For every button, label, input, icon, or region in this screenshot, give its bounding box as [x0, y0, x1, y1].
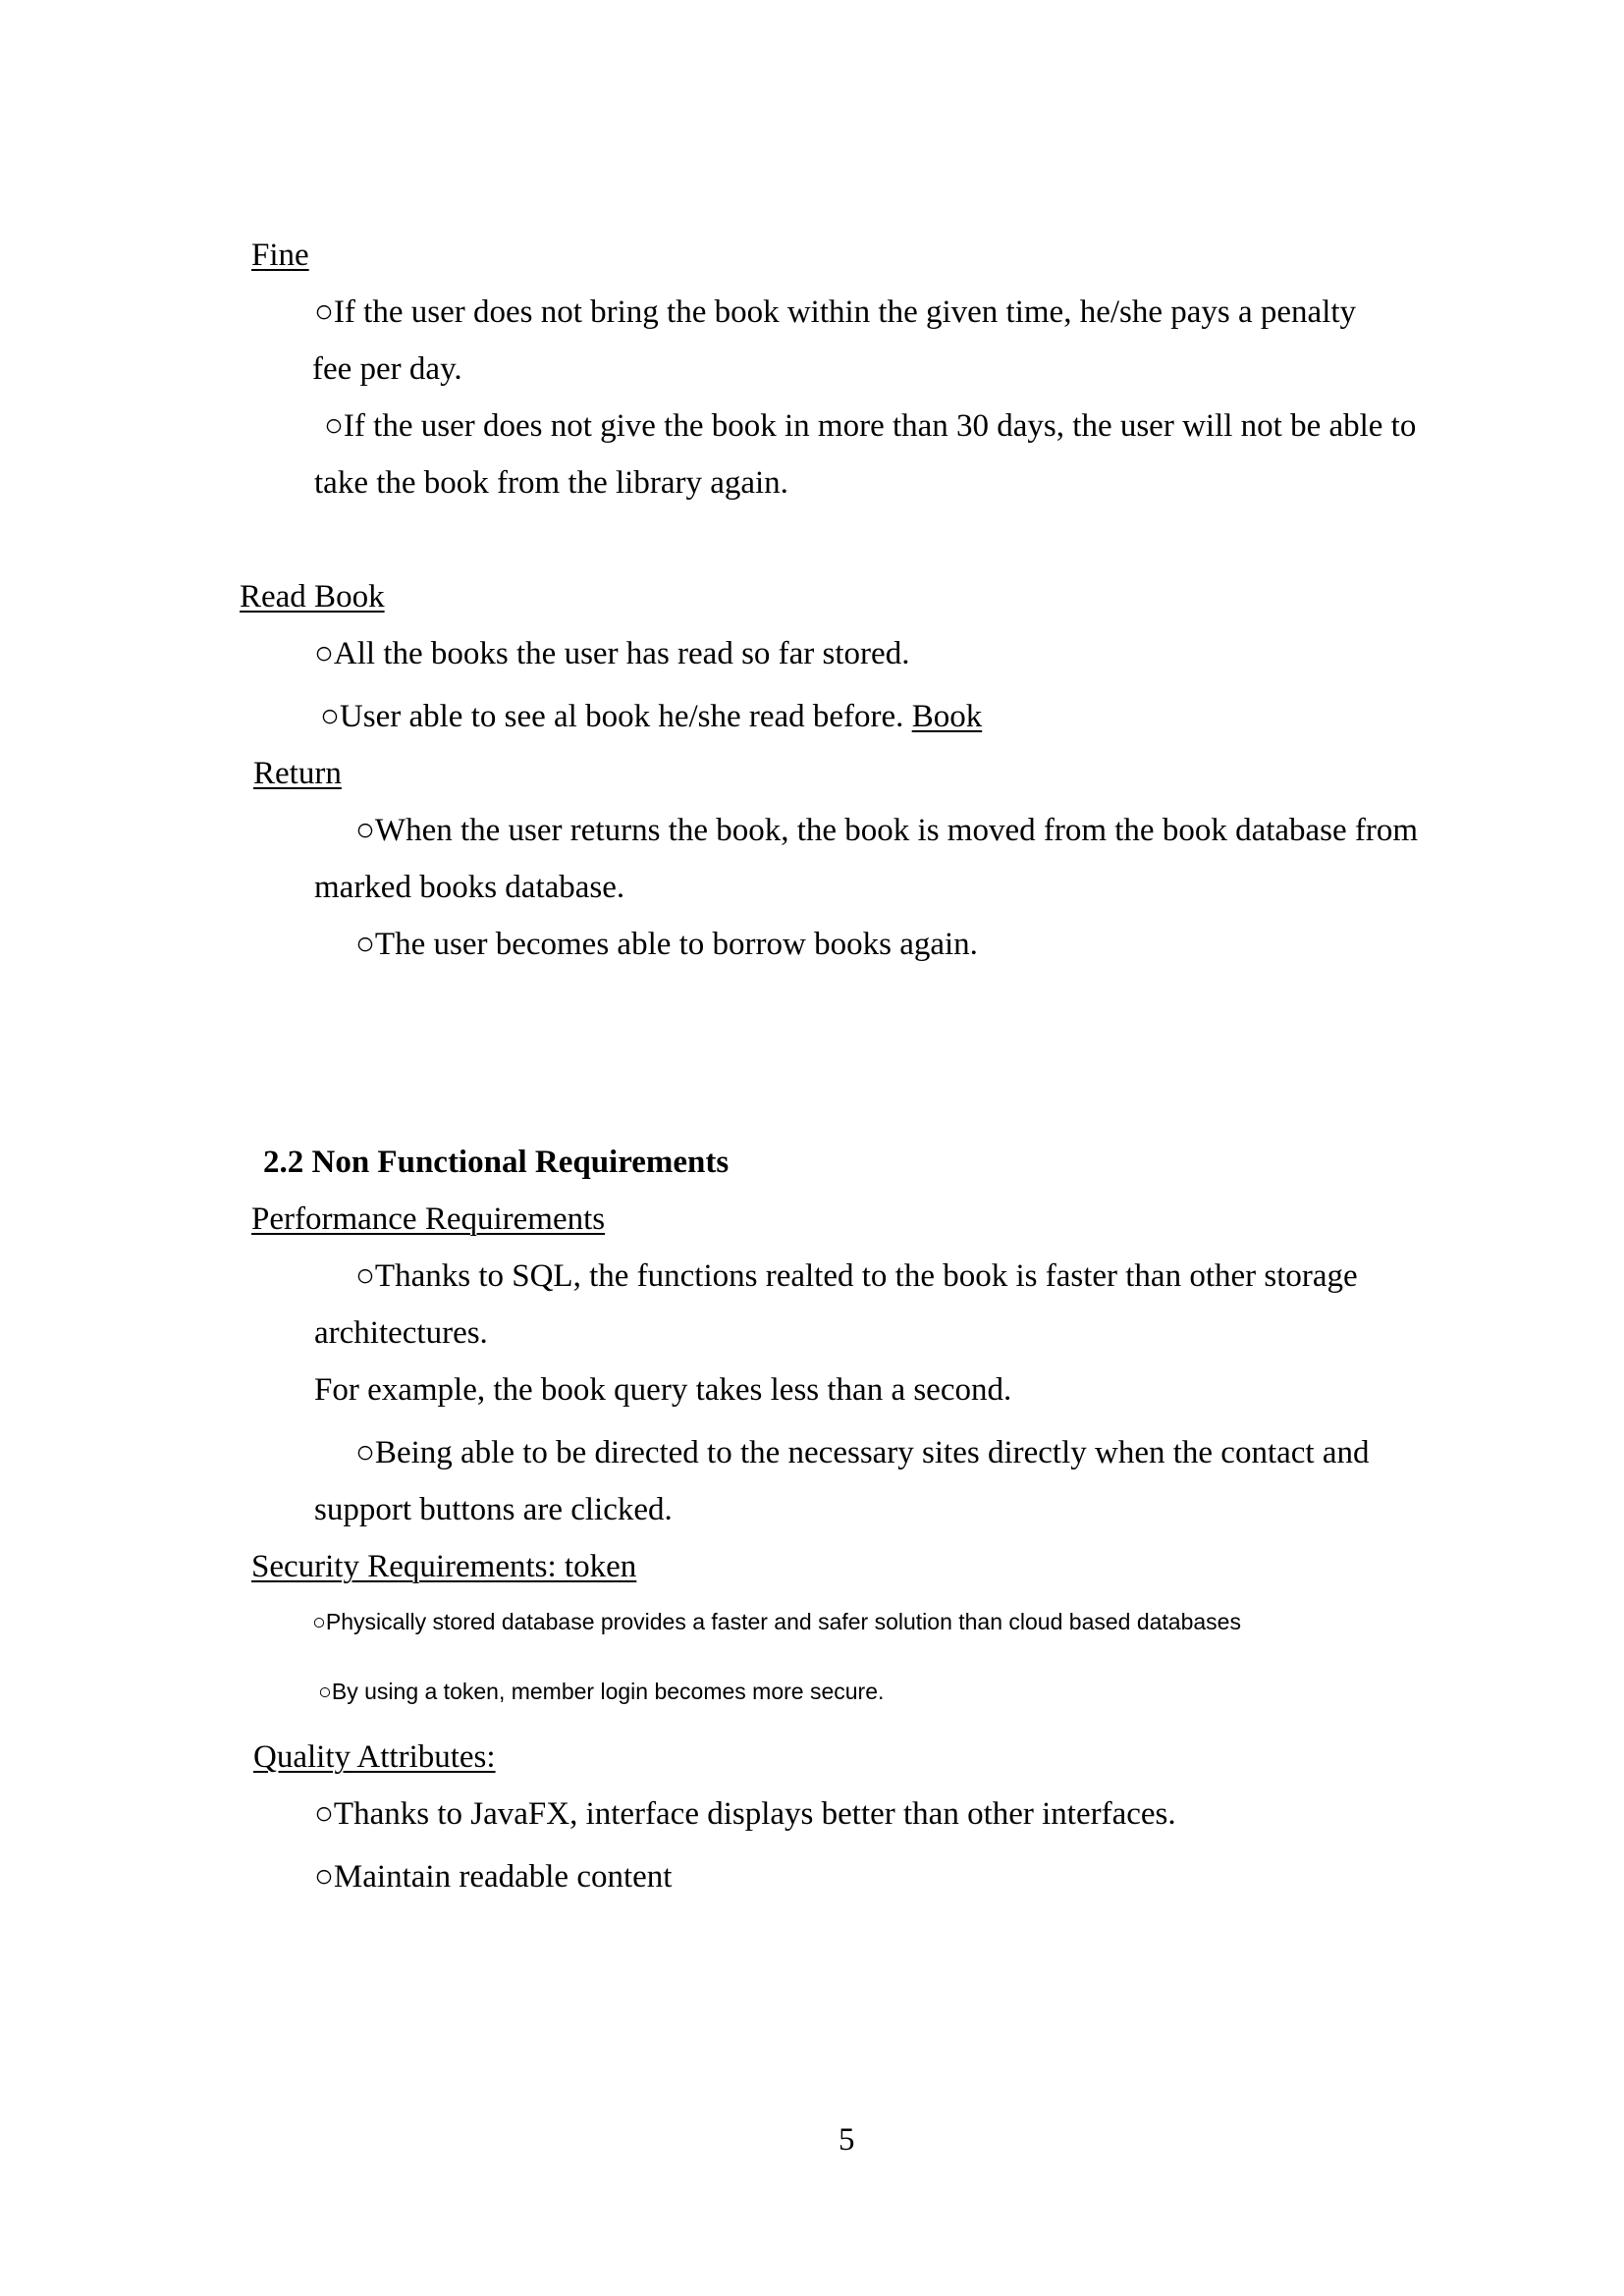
- performance-paragraph-1-line-2: architectures.: [314, 1315, 488, 1351]
- quality-paragraph-1: ○Thanks to JavaFX, interface displays better than other interfaces.: [314, 1796, 1176, 1832]
- read-book-paragraph-1: ○All the books the user has read so far stored.: [314, 636, 910, 671]
- quality-paragraph-2: ○Maintain readable content: [314, 1859, 673, 1895]
- read-book-heading: Read Book: [240, 579, 385, 614]
- fine-paragraph-1-line-2: fee per day.: [312, 351, 462, 387]
- nfr-section-heading: 2.2 Non Functional Requirements: [263, 1145, 730, 1180]
- return-heading: Return: [253, 756, 342, 791]
- page-number: 5: [839, 2122, 855, 2158]
- book-return-heading-start: Book: [911, 699, 983, 734]
- fine-paragraph-2-line-1: ○If the user does not give the book in more than 30 days, the user will not be able to: [324, 408, 1417, 444]
- quality-attributes-heading: Quality Attributes:: [253, 1739, 496, 1775]
- fine-heading: Fine: [251, 238, 309, 273]
- return-paragraph-2: ○The user becomes able to borrow books again.: [355, 927, 978, 962]
- read-book-paragraph-2: [320, 697, 982, 736]
- read-book-paragraph-2-text: ○User able to see al book he/she read before.: [320, 699, 904, 734]
- performance-requirements-heading: Performance Requirements: [251, 1201, 606, 1237]
- return-paragraph-1-line-2: marked books database.: [314, 870, 625, 905]
- fine-paragraph-2-line-2: take the book from the library again.: [314, 465, 788, 501]
- performance-paragraph-1-line-3: For example, the book query takes less than a second.: [314, 1372, 1012, 1408]
- fine-paragraph-1-line-1: ○If the user does not bring the book within the given time, he/she pays a penalty: [314, 294, 1357, 330]
- performance-paragraph-1-line-1: ○Thanks to SQL, the functions realted to the book is faster than other storage: [355, 1258, 1358, 1294]
- security-paragraph-1: ○Physically stored database provides a faster and safer solution than cloud based databases: [312, 1609, 1241, 1634]
- performance-paragraph-2-line-1: ○Being able to be directed to the necessary sites directly when the contact and: [355, 1435, 1370, 1470]
- security-requirements-heading: Security Requirements: token: [251, 1549, 637, 1584]
- return-paragraph-1-line-1: ○When the user returns the book, the book is moved from the book database from: [355, 813, 1419, 848]
- security-paragraph-2: ○By using a token, member login becomes more secure.: [318, 1679, 885, 1704]
- performance-paragraph-2-line-2: support buttons are clicked.: [314, 1492, 673, 1527]
